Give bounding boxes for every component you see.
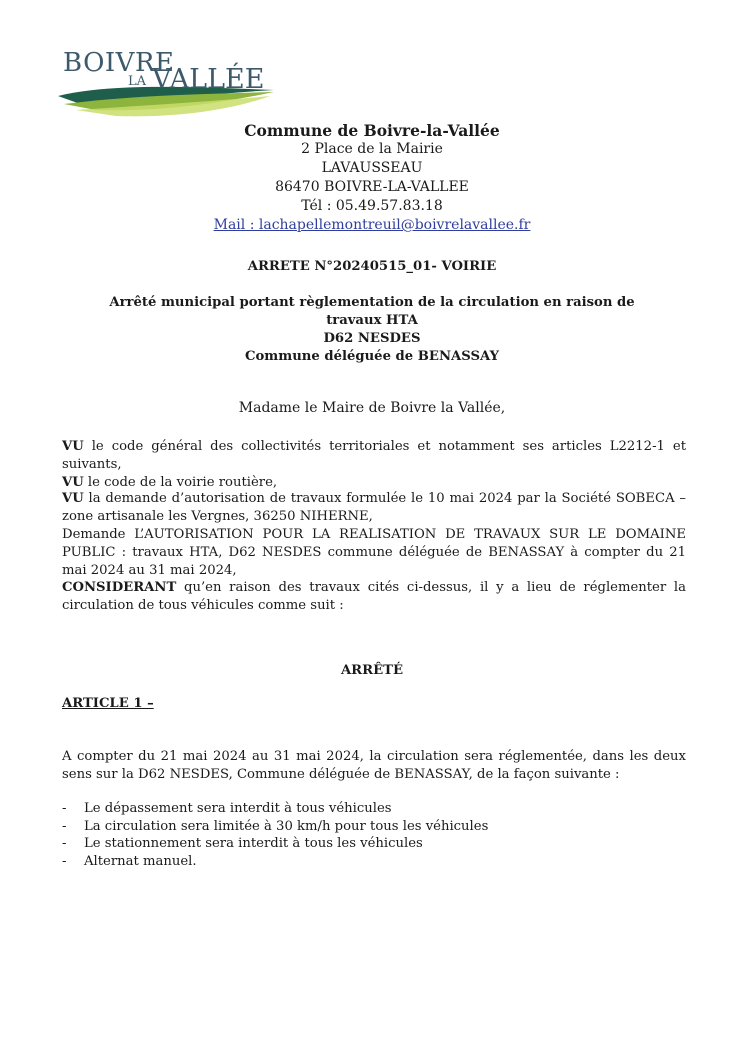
considerant-label: CONSIDERANT — [62, 580, 177, 595]
logo-text-boivre: BOIVRE — [63, 48, 175, 78]
arrete-title: ARRÊTÉ — [340, 663, 404, 678]
address-line-2: LAVAUSSEAU — [321, 160, 423, 176]
address-line-3: 86470 BOIVRE-LA-VALLEE — [275, 179, 469, 195]
vu-text: la demande d’autorisation de travaux formulée le 10 mai 2024 par la Société SOBECA – zone artisanale les Vergnes, 36250 NIHERNE, — [62, 491, 686, 524]
vu-paragraph-3 — [62, 490, 686, 526]
subject-line-2: travaux HTA — [326, 313, 418, 328]
mail-link[interactable]: Mail : lachapellemontreuil@boivrelavallee.fr — [213, 217, 531, 233]
article-1-list — [62, 800, 488, 870]
article-1-title: ARTICLE 1 – — [62, 696, 154, 711]
list-item: - Alternat manuel. — [62, 853, 488, 871]
list-item: - Le stationnement sera interdit à tous les véhicules — [62, 835, 488, 853]
vu-label: VU — [62, 439, 84, 454]
considerant-paragraph — [62, 579, 686, 615]
vu-label: VU — [62, 475, 84, 490]
logo-text-la: LA — [128, 74, 147, 89]
arrete-number: ARRETE N°20240515_01- VOIRIE — [247, 259, 497, 274]
article-1-text: A compter du 21 mai 2024 au 31 mai 2024, la circulation sera réglementée, dans les deux sens sur la D62 NESDES, Commune déléguée de BENASSAY, de la façon suivante : — [62, 749, 686, 782]
subject-line-3: D62 NESDES — [323, 331, 421, 346]
letterhead — [0, 121, 744, 235]
commune-name: Commune de Boivre-la-Vallée — [244, 121, 500, 140]
vu-text: le code général des collectivités territoriales et notamment ses articles L2212-1 et suivants, — [62, 439, 686, 472]
address-line-1: 2 Place de la Mairie — [301, 141, 443, 157]
considerant-text: qu’en raison des travaux cités ci-dessus, il y a lieu de réglementer la circulation de tous véhicules comme suit : — [62, 580, 686, 613]
list-item: - La circulation sera limitée à 30 km/h pour tous les véhicules — [62, 818, 488, 836]
vu-text: le code de la voirie routière, — [83, 475, 278, 490]
phone: Tél : 05.49.57.83.18 — [301, 198, 443, 214]
logo-text-vallee: VALLÉE — [152, 64, 265, 95]
list-item: - Le dépassement sera interdit à tous véhicules — [62, 800, 488, 818]
demande-paragraph: Demande L’AUTORISATION POUR LA REALISATION DE TRAVAUX SUR LE DOMAINE PUBLIC : travaux HTA, D62 NESDES commune déléguée de BENASSAY à compter du 21 mai 2024 au 31 mai 2024, — [62, 527, 686, 578]
commune-logo — [56, 44, 278, 126]
subject-line-1: Arrêté municipal portant règlementation de la circulation en raison de — [109, 295, 635, 310]
madame-le-maire: Madame le Maire de Boivre la Vallée, — [238, 400, 506, 416]
vu-paragraph-1 — [62, 438, 686, 474]
subject-line-4: Commune déléguée de BENASSAY — [245, 349, 499, 364]
vu-label: VU — [62, 491, 84, 506]
